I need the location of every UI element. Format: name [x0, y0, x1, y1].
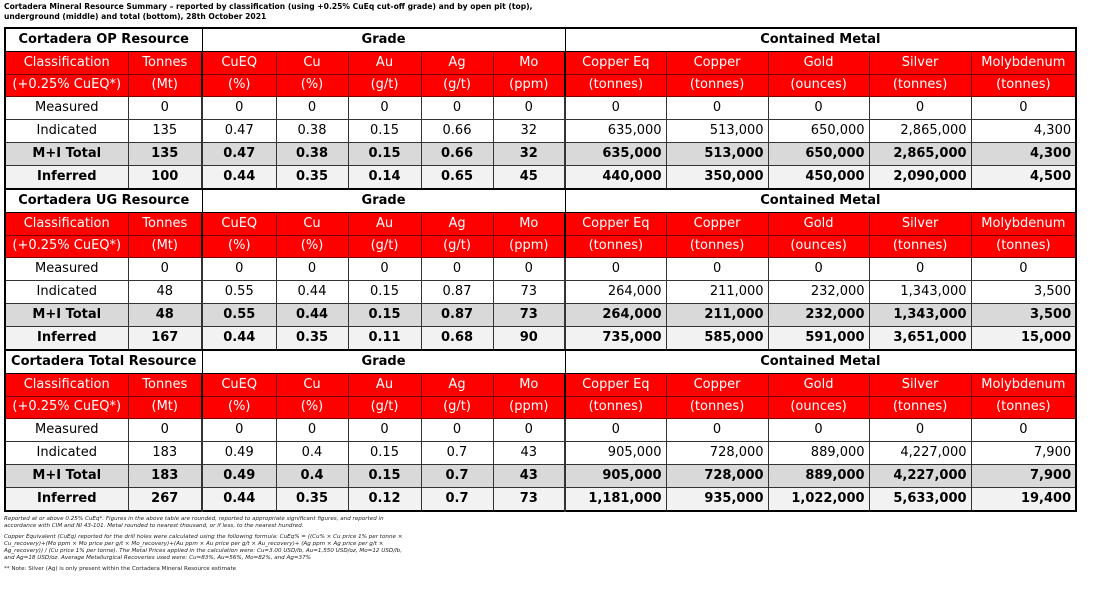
column-header: (Mt): [128, 396, 202, 419]
column-header: (tonnes): [971, 74, 1076, 97]
column-header: Mo: [493, 51, 565, 74]
column-header: CuEQ: [202, 51, 276, 74]
column-header: Cu: [276, 51, 348, 74]
cell-value: 0: [768, 97, 869, 120]
row-measured: [5, 419, 1076, 442]
cell-value: 0: [128, 419, 202, 442]
column-header: (%): [276, 396, 348, 419]
cell-value: 0.49: [202, 442, 276, 465]
cell-value: 0: [971, 258, 1076, 281]
row-measured: [5, 97, 1076, 120]
cell-value: 0: [276, 419, 348, 442]
cell-value: 635,000: [565, 120, 666, 143]
column-header: Au: [348, 373, 421, 396]
cell-value: 0.15: [348, 281, 421, 304]
contained-metal-group-header: Contained Metal: [565, 189, 1076, 212]
cell-value: 0: [348, 419, 421, 442]
column-header: Mo: [493, 212, 565, 235]
cell-value: 2,865,000: [869, 120, 971, 143]
row-label: Inferred: [5, 326, 128, 349]
cell-value: 211,000: [666, 303, 768, 326]
column-header: (+0.25% CuEQ*): [5, 396, 128, 419]
cell-value: 0: [493, 97, 565, 120]
cell-value: 0: [666, 258, 768, 281]
cell-value: 45: [493, 165, 565, 188]
column-header-row: [5, 51, 1076, 74]
column-header: (g/t): [421, 74, 493, 97]
cell-value: 513,000: [666, 142, 768, 165]
cell-value: 650,000: [768, 142, 869, 165]
cell-value: 7,900: [971, 464, 1076, 487]
cell-value: 635,000: [565, 142, 666, 165]
table-name: Cortadera UG Resource: [5, 189, 202, 212]
row-label: Indicated: [5, 442, 128, 465]
cell-value: 1,343,000: [869, 281, 971, 304]
cell-value: 0: [128, 258, 202, 281]
cell-value: 440,000: [565, 165, 666, 188]
row-inferred: [5, 487, 1076, 510]
cell-value: 728,000: [666, 464, 768, 487]
column-header-row: [5, 212, 1076, 235]
cell-value: 0: [869, 419, 971, 442]
row-mi-total: [5, 303, 1076, 326]
column-header: (tonnes): [666, 396, 768, 419]
column-header: Molybdenum: [971, 373, 1076, 396]
cell-value: 0.15: [348, 142, 421, 165]
column-header: (%): [202, 74, 276, 97]
cell-value: 0: [565, 419, 666, 442]
row-indicated: [5, 442, 1076, 465]
row-label: Measured: [5, 97, 128, 120]
column-header: Tonnes: [128, 51, 202, 74]
cell-value: 0.15: [348, 120, 421, 143]
column-header: (tonnes): [565, 235, 666, 258]
column-header: (+0.25% CuEQ*): [5, 74, 128, 97]
cell-value: 0: [421, 419, 493, 442]
column-header: (%): [202, 396, 276, 419]
column-header: (ounces): [768, 396, 869, 419]
column-header: (tonnes): [666, 235, 768, 258]
cell-value: 100: [128, 165, 202, 188]
resource-table-2: [4, 188, 1077, 351]
row-label: Measured: [5, 419, 128, 442]
cell-value: 513,000: [666, 120, 768, 143]
cell-value: 0: [276, 258, 348, 281]
cell-value: 0: [128, 97, 202, 120]
cell-value: 0.44: [276, 281, 348, 304]
row-label: Indicated: [5, 281, 128, 304]
cell-value: 5,633,000: [869, 487, 971, 510]
column-header: Tonnes: [128, 373, 202, 396]
footnotes: [4, 516, 404, 577]
cell-value: 0: [869, 258, 971, 281]
cell-value: 0.65: [421, 165, 493, 188]
cell-value: 350,000: [666, 165, 768, 188]
cell-value: 211,000: [666, 281, 768, 304]
column-header: Copper: [666, 51, 768, 74]
cell-value: 0: [421, 258, 493, 281]
column-header: (g/t): [348, 396, 421, 419]
cell-value: 585,000: [666, 326, 768, 349]
column-header-row: [5, 396, 1076, 419]
column-header: (tonnes): [869, 396, 971, 419]
section-header-row: [5, 350, 1076, 373]
cell-value: 0.87: [421, 303, 493, 326]
cell-value: 183: [128, 442, 202, 465]
cell-value: 232,000: [768, 303, 869, 326]
cell-value: 4,227,000: [869, 464, 971, 487]
cell-value: 0.66: [421, 120, 493, 143]
cell-value: 889,000: [768, 464, 869, 487]
column-header: (tonnes): [869, 74, 971, 97]
column-header: (ppm): [493, 396, 565, 419]
column-header: Classification: [5, 212, 128, 235]
column-header: Copper Eq: [565, 373, 666, 396]
column-header: Copper: [666, 212, 768, 235]
resource-table-3: [4, 349, 1077, 512]
column-header: (g/t): [348, 235, 421, 258]
cell-value: 0.7: [421, 464, 493, 487]
table-name: Cortadera OP Resource: [5, 28, 202, 51]
cell-value: 232,000: [768, 281, 869, 304]
cell-value: 0.15: [348, 442, 421, 465]
cell-value: 0: [565, 97, 666, 120]
column-header: (tonnes): [971, 235, 1076, 258]
column-header: Silver: [869, 51, 971, 74]
column-header: Ag: [421, 212, 493, 235]
column-header: (%): [276, 235, 348, 258]
cell-value: 935,000: [666, 487, 768, 510]
column-header: (Mt): [128, 235, 202, 258]
cell-value: 0: [348, 258, 421, 281]
cell-value: 905,000: [565, 442, 666, 465]
column-header: Cu: [276, 212, 348, 235]
column-header: CuEQ: [202, 373, 276, 396]
cell-value: 0.49: [202, 464, 276, 487]
column-header: Copper Eq: [565, 212, 666, 235]
row-indicated: [5, 281, 1076, 304]
cell-value: 889,000: [768, 442, 869, 465]
cell-value: 0: [666, 97, 768, 120]
row-label: Indicated: [5, 120, 128, 143]
cell-value: 3,651,000: [869, 326, 971, 349]
cell-value: 0.44: [276, 303, 348, 326]
column-header: (tonnes): [666, 74, 768, 97]
column-header: Au: [348, 212, 421, 235]
cell-value: 0.15: [348, 464, 421, 487]
section-header-row: [5, 28, 1076, 51]
cell-value: 905,000: [565, 464, 666, 487]
column-header: (tonnes): [565, 396, 666, 419]
cell-value: 264,000: [565, 281, 666, 304]
cell-value: 90: [493, 326, 565, 349]
cell-value: 0.12: [348, 487, 421, 510]
column-header: (Mt): [128, 74, 202, 97]
cell-value: 0: [493, 258, 565, 281]
cell-value: 4,300: [971, 120, 1076, 143]
row-label: M+I Total: [5, 464, 128, 487]
grade-group-header: Grade: [202, 350, 565, 373]
row-measured: [5, 258, 1076, 281]
cell-value: 43: [493, 442, 565, 465]
cell-value: 0.11: [348, 326, 421, 349]
resource-table-1: [4, 27, 1077, 190]
table-name: Cortadera Total Resource: [5, 350, 202, 373]
column-header: (g/t): [421, 235, 493, 258]
column-header: Mo: [493, 373, 565, 396]
cell-value: 0.44: [202, 487, 276, 510]
cell-value: 135: [128, 142, 202, 165]
column-header: Copper: [666, 373, 768, 396]
column-header: Gold: [768, 212, 869, 235]
cell-value: 728,000: [666, 442, 768, 465]
column-header: (g/t): [421, 396, 493, 419]
cell-value: 0: [421, 97, 493, 120]
grade-group-header: Grade: [202, 28, 565, 51]
column-header-row: [5, 373, 1076, 396]
column-header: (tonnes): [869, 235, 971, 258]
cell-value: 0: [971, 419, 1076, 442]
row-label: M+I Total: [5, 303, 128, 326]
column-header-row: [5, 74, 1076, 97]
cell-value: 0: [202, 97, 276, 120]
column-header: (g/t): [348, 74, 421, 97]
cell-value: 0.38: [276, 142, 348, 165]
cell-value: 48: [128, 281, 202, 304]
footnote-rounding: Reported at or above 0.25% CuEq*. Figures in the above table are rounded, reported to appropriate significant figures, and reported in accordance with CIM and NI 43-101. Metal rounded to nearest thousand, or if less, to the nearest hundred.: [4, 516, 384, 529]
cell-value: 0.87: [421, 281, 493, 304]
cell-value: 3,500: [971, 303, 1076, 326]
cell-value: 15,000: [971, 326, 1076, 349]
row-mi-total: [5, 464, 1076, 487]
cell-value: 591,000: [768, 326, 869, 349]
contained-metal-group-header: Contained Metal: [565, 350, 1076, 373]
column-header-row: [5, 235, 1076, 258]
cell-value: 0: [493, 419, 565, 442]
column-header: Gold: [768, 51, 869, 74]
cell-value: 73: [493, 281, 565, 304]
cell-value: 0.35: [276, 487, 348, 510]
cell-value: 0: [768, 419, 869, 442]
cell-value: 43: [493, 464, 565, 487]
cell-value: 0.7: [421, 442, 493, 465]
cell-value: 0.35: [276, 326, 348, 349]
cell-value: 0: [565, 258, 666, 281]
column-header: (%): [202, 235, 276, 258]
column-header: CuEQ: [202, 212, 276, 235]
cell-value: 0.68: [421, 326, 493, 349]
column-header: (ppm): [493, 74, 565, 97]
cell-value: 0.38: [276, 120, 348, 143]
column-header: (ppm): [493, 235, 565, 258]
column-header: Silver: [869, 212, 971, 235]
cell-value: 0: [202, 419, 276, 442]
cell-value: 0.55: [202, 303, 276, 326]
cell-value: 0.44: [202, 326, 276, 349]
column-header: Copper Eq: [565, 51, 666, 74]
cell-value: 32: [493, 142, 565, 165]
cell-value: 0.14: [348, 165, 421, 188]
row-inferred: [5, 326, 1076, 349]
footnote-silver: ** Note: Silver (Ag) is only present within the Cortadera Mineral Resource estimate: [4, 566, 237, 572]
cell-value: 264,000: [565, 303, 666, 326]
cell-value: 19,400: [971, 487, 1076, 510]
column-header: (tonnes): [565, 74, 666, 97]
row-mi-total: [5, 142, 1076, 165]
cell-value: 650,000: [768, 120, 869, 143]
cell-value: 183: [128, 464, 202, 487]
column-header: (tonnes): [971, 396, 1076, 419]
cell-value: 450,000: [768, 165, 869, 188]
cell-value: 0: [202, 258, 276, 281]
cell-value: 0: [666, 419, 768, 442]
cell-value: 167: [128, 326, 202, 349]
cell-value: 0.47: [202, 142, 276, 165]
row-label: Inferred: [5, 487, 128, 510]
cell-value: 0.4: [276, 442, 348, 465]
cell-value: 0: [768, 258, 869, 281]
cell-value: 0: [971, 97, 1076, 120]
cell-value: 7,900: [971, 442, 1076, 465]
cell-value: 0.35: [276, 165, 348, 188]
column-header: Silver: [869, 373, 971, 396]
cell-value: 735,000: [565, 326, 666, 349]
cell-value: 0.4: [276, 464, 348, 487]
footnote-cueq-formula: Copper Equivalent (CuEq) reported for the drill holes were calculated using the following formula: CuEq% = ((Cu% × Cu price 1% per tonne × Cu_recovery)+(Mo ppm × Mo price per g/t × Mo_recovery)+(Au ppm × Au price per g/t × Au_recovery)+ (Ag ppm × Ag price per g/t × Ag_recovery)) / (Cu price 1% per tonne). The Metal Prices applied in the calculation were: Cu=3.00 USD/lb, Au=1,550 USD/oz, Mo=12 USD/lb, and Ag=18 USD/oz. Average Metallurgical Recoveries used were: Cu=83%, Au=56%, Mo=82%, and Ag=37%: [4, 534, 403, 561]
row-label: Inferred: [5, 165, 128, 188]
cell-value: 0.47: [202, 120, 276, 143]
column-header: (%): [276, 74, 348, 97]
cell-value: 1,022,000: [768, 487, 869, 510]
column-header: Cu: [276, 373, 348, 396]
document-title: Cortadera Mineral Resource Summary – reported by classification (using +0.25% CuEq cut-off grade) and by open pit (top), underground (middle) and total (bottom), 28th October 2021: [4, 2, 533, 21]
cell-value: 4,300: [971, 142, 1076, 165]
row-label: M+I Total: [5, 142, 128, 165]
column-header: Ag: [421, 51, 493, 74]
cell-value: 4,500: [971, 165, 1076, 188]
cell-value: 135: [128, 120, 202, 143]
column-header: Classification: [5, 51, 128, 74]
cell-value: 0: [276, 97, 348, 120]
contained-metal-group-header: Contained Metal: [565, 28, 1076, 51]
grade-group-header: Grade: [202, 189, 565, 212]
column-header: Classification: [5, 373, 128, 396]
cell-value: 73: [493, 303, 565, 326]
cell-value: 48: [128, 303, 202, 326]
column-header: (ounces): [768, 74, 869, 97]
cell-value: 0.55: [202, 281, 276, 304]
column-header: Tonnes: [128, 212, 202, 235]
cell-value: 3,500: [971, 281, 1076, 304]
column-header: Gold: [768, 373, 869, 396]
cell-value: 267: [128, 487, 202, 510]
cell-value: 2,865,000: [869, 142, 971, 165]
column-header: (+0.25% CuEQ*): [5, 235, 128, 258]
row-indicated: [5, 120, 1076, 143]
cell-value: 73: [493, 487, 565, 510]
column-header: Au: [348, 51, 421, 74]
column-header: Ag: [421, 373, 493, 396]
cell-value: 0.7: [421, 487, 493, 510]
cell-value: 1,343,000: [869, 303, 971, 326]
row-label: Measured: [5, 258, 128, 281]
cell-value: 0.44: [202, 165, 276, 188]
row-inferred: [5, 165, 1076, 188]
cell-value: 32: [493, 120, 565, 143]
cell-value: 0: [869, 97, 971, 120]
column-header: Molybdenum: [971, 51, 1076, 74]
cell-value: 4,227,000: [869, 442, 971, 465]
column-header: Molybdenum: [971, 212, 1076, 235]
cell-value: 0: [348, 97, 421, 120]
cell-value: 2,090,000: [869, 165, 971, 188]
cell-value: 0.66: [421, 142, 493, 165]
section-header-row: [5, 189, 1076, 212]
column-header: (ounces): [768, 235, 869, 258]
cell-value: 0.15: [348, 303, 421, 326]
cell-value: 1,181,000: [565, 487, 666, 510]
